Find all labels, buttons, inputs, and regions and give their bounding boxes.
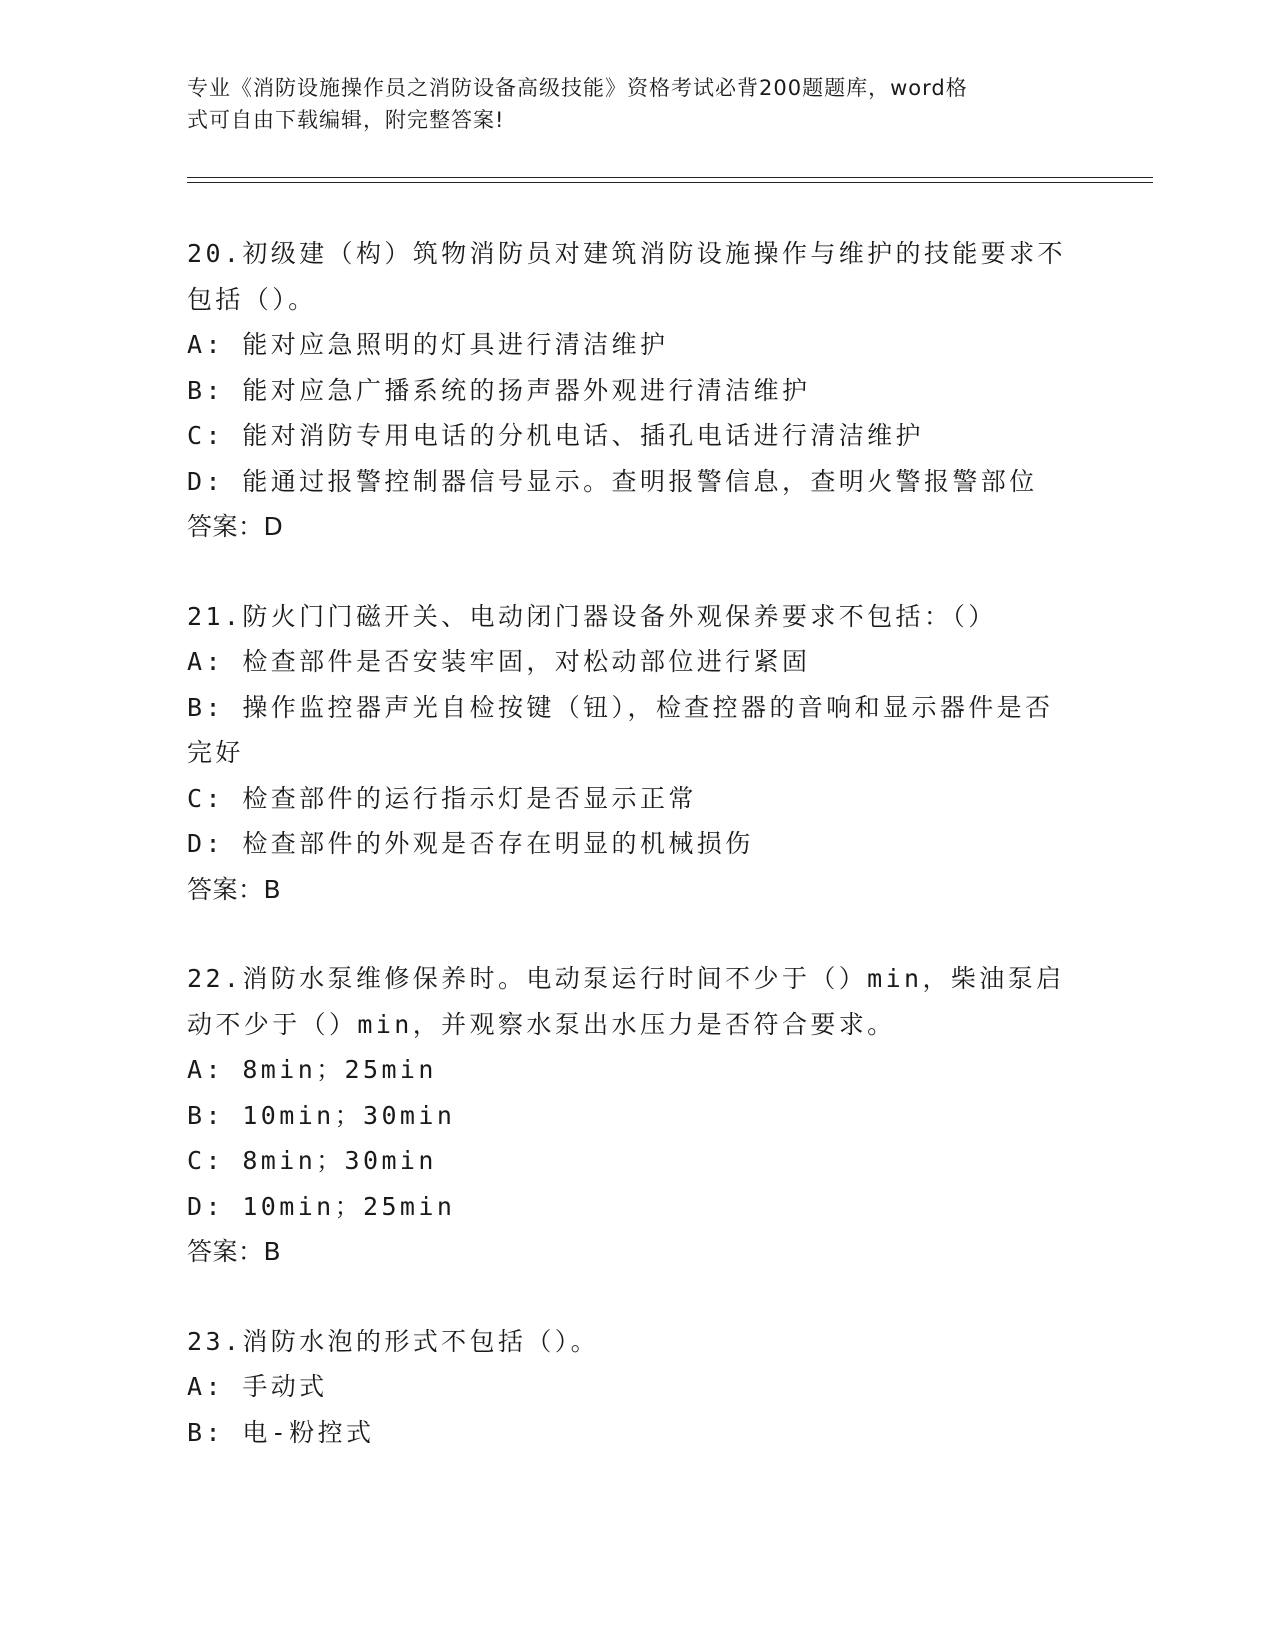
option-b: B: 能对应急广播系统的扬声器外观进行清洁维护 xyxy=(187,375,811,405)
header-divider-bottom xyxy=(187,182,1153,183)
answer-label: 答案：D xyxy=(187,512,284,541)
option-a: A: 8min；25min xyxy=(187,1055,437,1084)
question-stem-line: 动不少于（）min，并观察水泵出水压力是否符合要求。 xyxy=(187,1009,896,1039)
answer-label: 答案：B xyxy=(187,874,282,904)
answer-label: 答案：B xyxy=(187,1237,282,1266)
option-d: D: 检查部件的外观是否存在明显的机械损伤 xyxy=(187,829,754,858)
option-b: B: 电-粉控式 xyxy=(187,1417,375,1447)
question-list xyxy=(187,231,1087,1499)
question-stem-line: 21.防火门门磁开关、电动闭门器设备外观保养要求不包括：（） xyxy=(187,601,997,631)
option-c: C: 8min；30min xyxy=(187,1146,437,1175)
option-b: B: 10min；30min xyxy=(187,1100,456,1130)
option-c: C: 能对消防专用电话的分机电话、插孔电话进行清洁维护 xyxy=(187,421,924,450)
option-a: A: 手动式 xyxy=(187,1372,328,1401)
option-d: D: 10min；25min xyxy=(187,1191,456,1221)
question-stem-line: 23.消防水泡的形式不包括（）。 xyxy=(187,1326,600,1356)
option-a: A: 能对应急照明的灯具进行清洁维护 xyxy=(187,330,669,359)
question-21 xyxy=(187,594,1087,913)
header-divider-top xyxy=(187,177,1153,178)
question-stem-line: 包括（）。 xyxy=(187,284,317,314)
option-d: D: 能通过报警控制器信号显示。查明报警信息，查明火警报警部位 xyxy=(187,466,1038,496)
option-c: C: 检查部件的运行指示灯是否显示正常 xyxy=(187,783,697,813)
question-20 xyxy=(187,231,1087,550)
question-stem-line: 22.消防水泵维修保养时。电动泵运行时间不少于（）min，柴油泵启 xyxy=(187,964,1065,993)
option-b: B: 操作监控器声光自检按键（钮），检查控器的音响和显示器件是否 xyxy=(187,692,1054,722)
document-header xyxy=(187,72,1087,136)
question-23 xyxy=(187,1319,1087,1456)
header-line-2: 式可自由下载编辑，附完整答案! xyxy=(187,108,505,132)
option-a: A: 检查部件是否安装牢固，对松动部位进行紧固 xyxy=(187,647,811,676)
option-b-continued: 完好 xyxy=(187,738,244,767)
question-22 xyxy=(187,956,1087,1275)
header-line-1: 专业《消防设施操作员之消防设备高级技能》资格考试必背200题题库，word格 xyxy=(187,76,968,100)
question-stem-line: 20.初级建（构）筑物消防员对建筑消防设施操作与维护的技能要求不 xyxy=(187,239,1066,268)
